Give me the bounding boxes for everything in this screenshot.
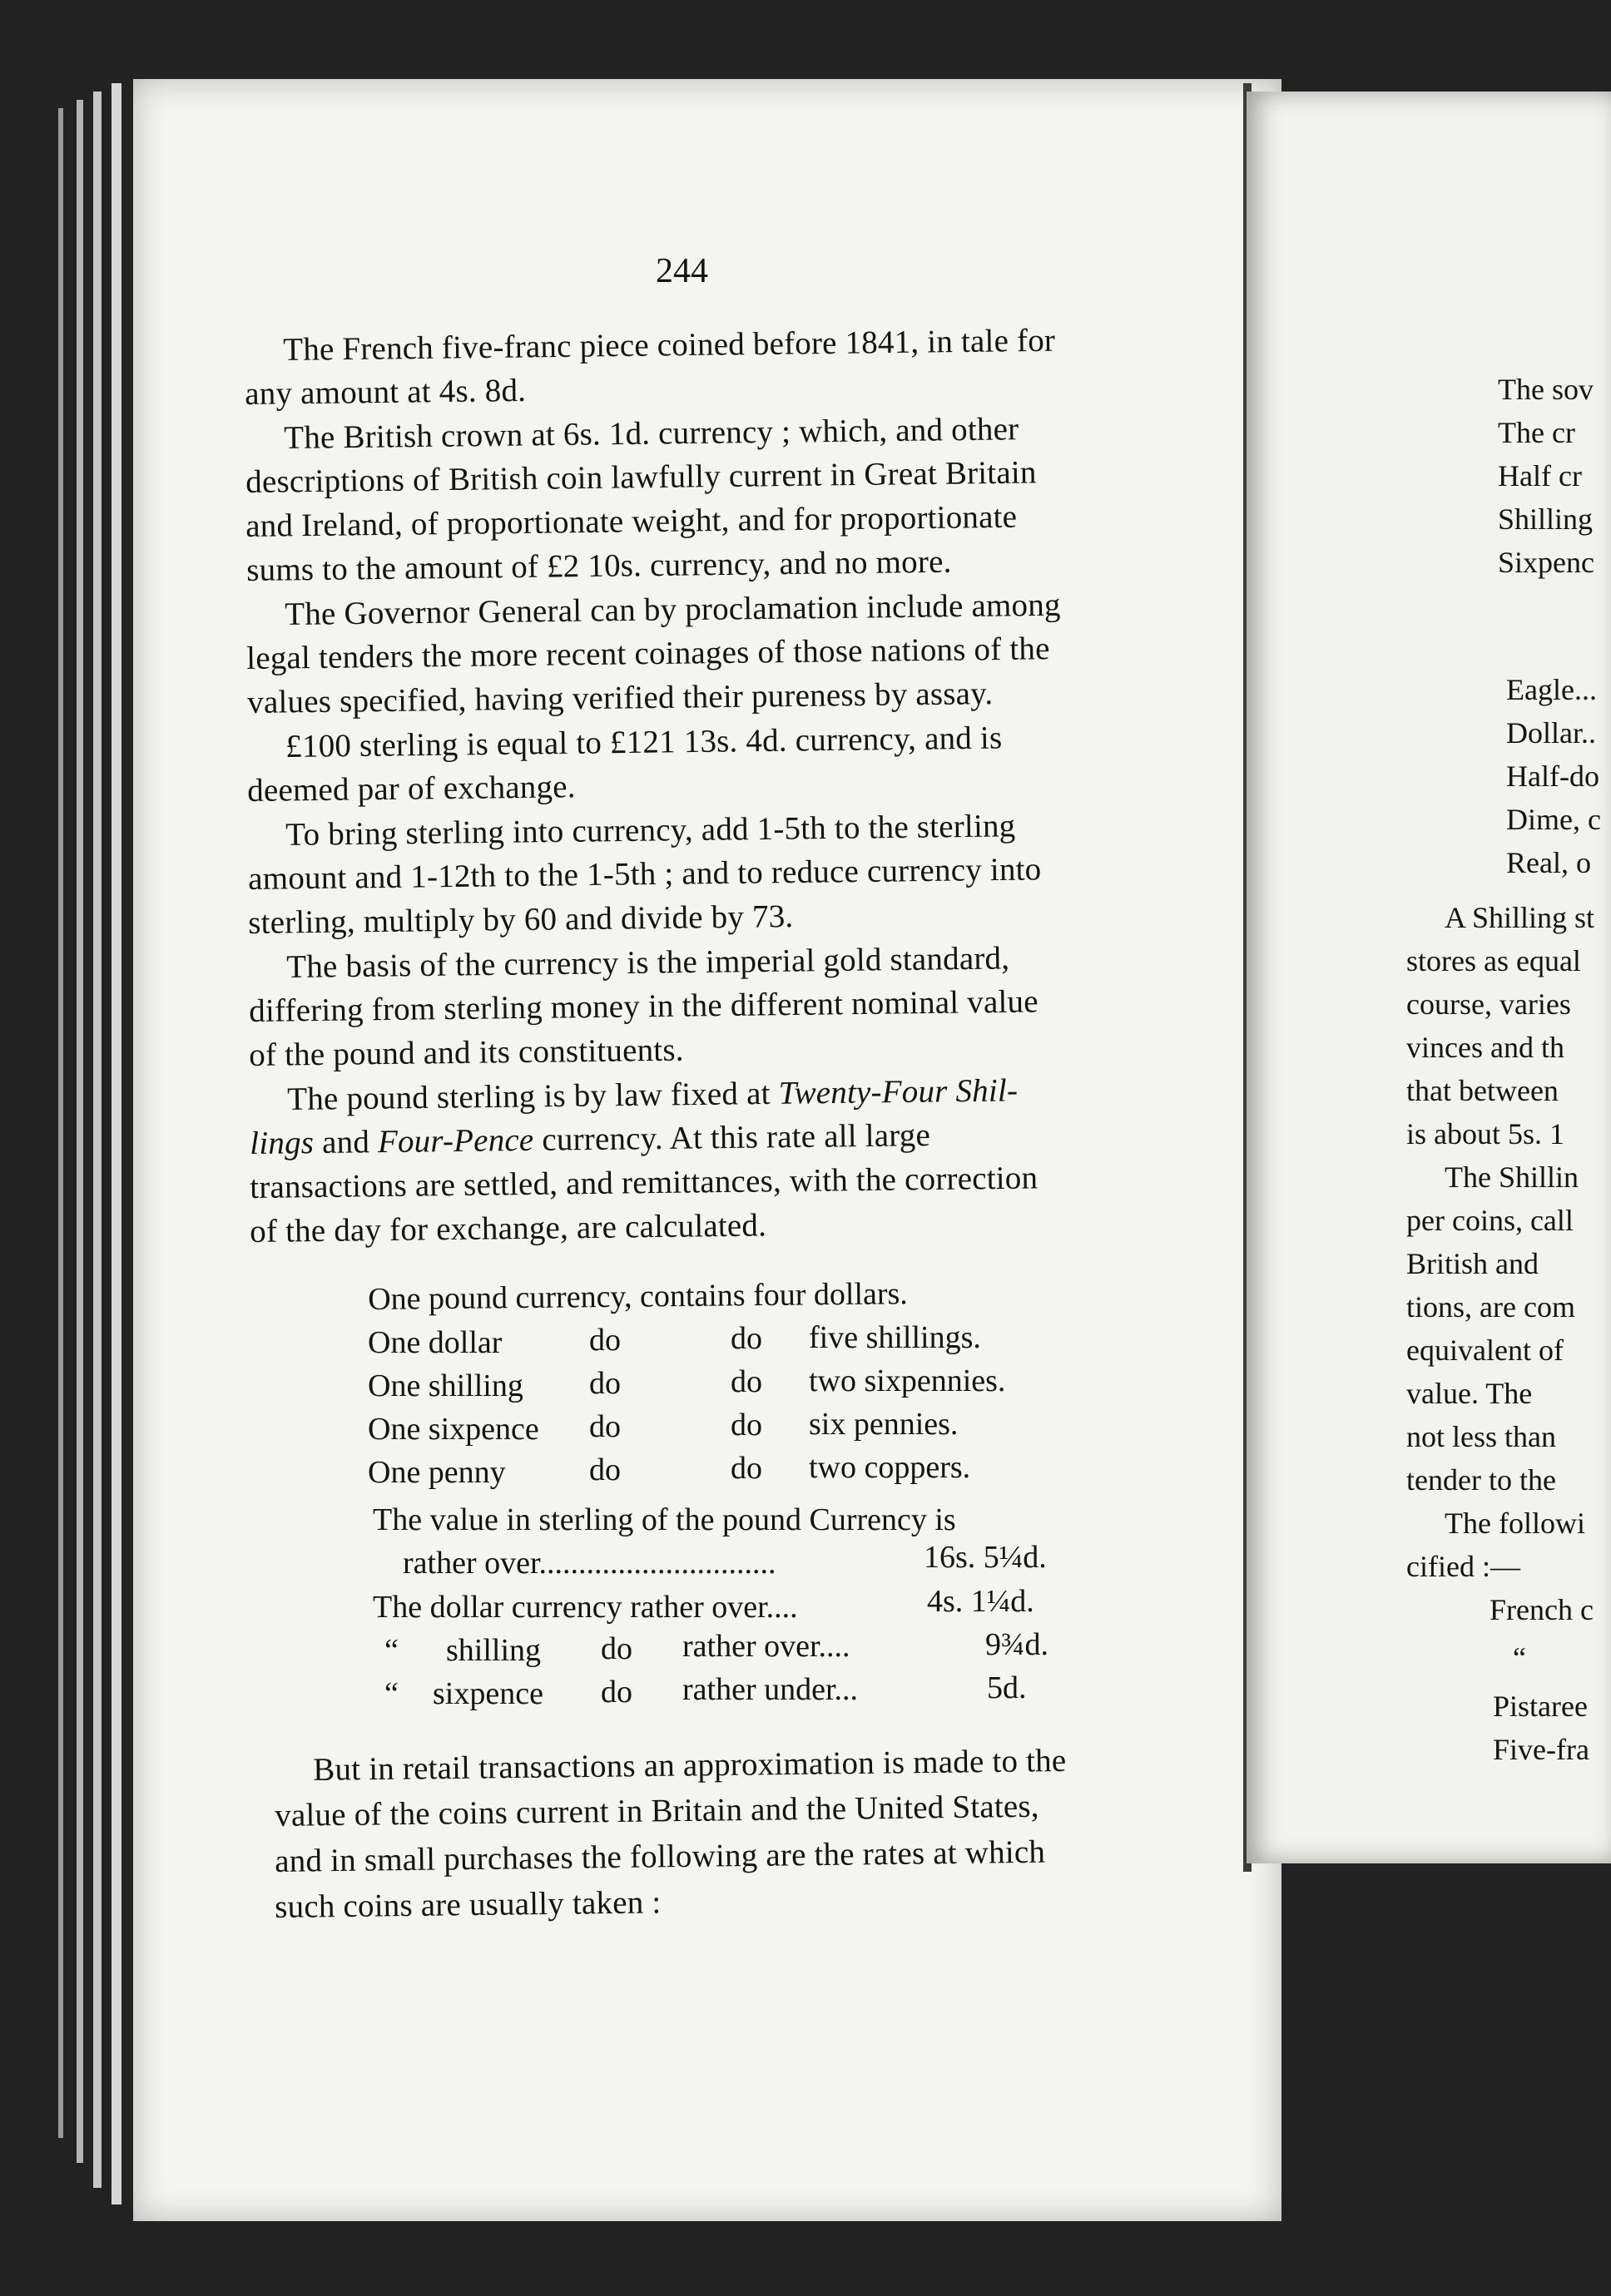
paragraph-line: such coins are usually taken : <box>275 1884 662 1925</box>
right-page-line: Shilling <box>1498 502 1594 536</box>
paragraph-line: £100 sterling is equal to £121 13s. 4d. currency, and is <box>285 720 1003 765</box>
table-cell-ditto: do <box>731 1321 762 1356</box>
right-page-line: A Shilling st <box>1445 901 1595 934</box>
paragraph-line: The British crown at 6s. 1d. currency ; which, and other <box>284 411 1019 456</box>
table-cell-item: One sixpence <box>368 1412 539 1447</box>
right-page-line: vinces and th <box>1406 1031 1564 1064</box>
paragraph-line: deemed par of exchange. <box>247 769 576 809</box>
paragraph-line: values specified, having verified their pureness by assay. <box>247 675 994 720</box>
paragraph-line: lings and Four-Pence currency. At this rate all large <box>250 1117 931 1161</box>
table-cell-item: One penny <box>368 1455 506 1490</box>
table-cell-ditto: do <box>731 1364 762 1399</box>
right-page-line: French c <box>1490 1593 1594 1626</box>
right-page-line: that between <box>1406 1074 1559 1107</box>
sixpence-rather: rather under... <box>682 1672 859 1707</box>
table-cell-item: One dollar <box>368 1325 503 1360</box>
right-page-line: Sixpenc <box>1498 546 1594 579</box>
page-edge <box>112 83 121 2204</box>
right-page-line: equivalent of <box>1406 1334 1564 1367</box>
right-page-line: Half-do <box>1506 760 1599 793</box>
table-cell-ditto: do <box>589 1452 621 1487</box>
table-cell-ditto: do <box>589 1366 621 1401</box>
right-page-line: not less than <box>1406 1420 1556 1453</box>
paragraph-line: and Ireland, of proportionate weight, and for proportionate <box>245 498 1018 544</box>
shilling-value: 9¾d. <box>985 1627 1048 1662</box>
dollar-label: The dollar currency rather over.... <box>373 1590 798 1625</box>
ditto-do: do <box>601 1675 632 1710</box>
page-edge <box>93 92 102 2188</box>
right-page-line: The followi <box>1445 1507 1585 1540</box>
right-page-line: tions, are com <box>1406 1290 1575 1324</box>
right-page-line: Dollar.. <box>1506 716 1596 750</box>
paragraph-line: The pound sterling is by law fixed at Twenty-Four Shil- <box>287 1072 1019 1117</box>
paragraph-line: any amount at 4s. 8d. <box>245 372 527 412</box>
table-cell-value: five shillings. <box>809 1320 981 1355</box>
paragraph-line: amount and 1-12th to the 1-5th ; and to reduce currency into <box>248 851 1042 897</box>
sixpence-value: 5d. <box>987 1670 1027 1705</box>
right-page-line: cified :— <box>1406 1550 1520 1583</box>
paragraph-line: differing from sterling money in the different nominal value <box>249 983 1038 1029</box>
paragraph-line: The Governor General can by proclamation include among <box>285 586 1061 632</box>
page-number: 244 <box>656 252 708 290</box>
table-cell-ditto: do <box>589 1323 621 1358</box>
table-cell-value: two sixpennies. <box>809 1363 1006 1398</box>
table-cell-value: six pennies. <box>809 1407 959 1442</box>
pound-value: 16s. 5¼d. <box>924 1540 1047 1575</box>
table-cell-ditto: do <box>589 1409 621 1444</box>
table-cell-value: two coppers. <box>809 1450 971 1485</box>
page-edge <box>77 100 83 2163</box>
ditto-mark: “ <box>384 1676 399 1711</box>
dollar-value: 4s. 1¼d. <box>927 1584 1034 1619</box>
paragraph-line: To bring sterling into currency, add 1-5th to the sterling <box>285 808 1016 853</box>
shilling-label: shilling <box>446 1633 542 1668</box>
table-row: One pound currency, contains four dollars. <box>368 1276 909 1317</box>
paragraph-line: of the day for exchange, are calculated. <box>250 1207 767 1249</box>
sterling-rather-over: rather over.............................. <box>403 1546 776 1581</box>
page-edge <box>58 108 63 2138</box>
table-cell-ditto: do <box>731 1408 762 1442</box>
right-page-line: value. The <box>1406 1377 1533 1410</box>
paragraph-line: sums to the amount of £2 10s. currency, and no more. <box>246 543 952 588</box>
paragraph-line: sterling, multiply by 60 and divide by 73. <box>248 898 794 941</box>
right-page-line: The cr <box>1498 416 1575 449</box>
shilling-rather: rather over.... <box>682 1629 850 1664</box>
paragraph-line: But in retail transactions an approximation is made to the <box>313 1742 1067 1788</box>
paragraph-line: descriptions of British coin lawfully current in Great Britain <box>245 454 1037 500</box>
right-page-line: Five-fra <box>1493 1733 1589 1766</box>
sixpence-label: sixpence <box>433 1676 543 1711</box>
right-page-line: The Shillin <box>1445 1160 1579 1194</box>
right-page-line: Pistaree <box>1493 1690 1588 1723</box>
paragraph-line: of the pound and its constituents. <box>249 1032 684 1073</box>
paragraph-line: The basis of the currency is the imperial gold standard, <box>286 940 1010 985</box>
ditto-do: do <box>601 1631 632 1666</box>
paragraph-line: The French five-franc piece coined before 1841, in tale for <box>283 322 1056 368</box>
paragraph-line: transactions are settled, and remittances, with the correction <box>250 1160 1038 1205</box>
right-page-line: Dime, c <box>1506 803 1601 836</box>
table-cell-item: One shilling <box>368 1368 523 1403</box>
right-page-line: course, varies <box>1406 987 1571 1021</box>
right-page-line: stores as equal <box>1406 944 1581 977</box>
right-page-line: “ <box>1513 1641 1526 1675</box>
right-page-line: Real, o <box>1506 846 1591 879</box>
right-page-line: British and <box>1406 1247 1539 1280</box>
right-page-line: per coins, call <box>1406 1204 1574 1237</box>
paragraph-line: legal tenders the more recent coinages of those nations of the <box>246 631 1050 676</box>
right-page-line: tender to the <box>1406 1463 1556 1497</box>
paragraph-line: value of the coins current in Britain and the United States, <box>275 1788 1039 1833</box>
right-page-line: Half cr <box>1498 459 1582 492</box>
ditto-mark: “ <box>384 1633 399 1668</box>
sterling-intro: The value in sterling of the pound Currency is <box>373 1502 956 1537</box>
right-page-line: is about 5s. 1 <box>1406 1117 1565 1150</box>
right-page-line: Eagle... <box>1506 673 1597 706</box>
table-cell-ditto: do <box>731 1451 762 1486</box>
right-page-line: The sov <box>1498 373 1594 406</box>
paragraph-line: and in small purchases the following are the rates at which <box>275 1833 1046 1879</box>
